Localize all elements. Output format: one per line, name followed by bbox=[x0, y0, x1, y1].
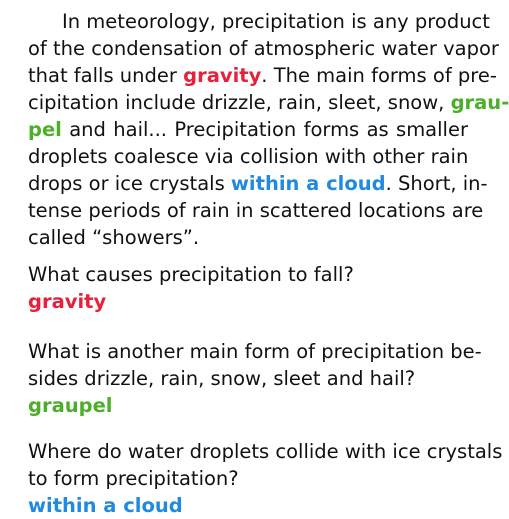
passage-line bbox=[28, 35, 499, 62]
passage-text: called “showers”. bbox=[28, 226, 200, 249]
passage-line bbox=[28, 62, 497, 89]
passage-line bbox=[28, 116, 468, 143]
passage-text: drops or ice crystals bbox=[28, 172, 231, 195]
passage-line bbox=[28, 197, 484, 224]
passage-text: that falls under bbox=[28, 64, 184, 87]
passage-text: of the condensation of atmospheric water vapor bbox=[28, 37, 499, 60]
passage-text: tense periods of rain in scattered locations are bbox=[28, 199, 484, 222]
passage-line bbox=[28, 8, 490, 35]
passage-line bbox=[28, 170, 488, 197]
answer-text: within a cloud bbox=[28, 494, 183, 517]
highlight-graupel-part1: grau- bbox=[450, 91, 509, 114]
question-text: sides drizzle, rain, snow, sleet and hail? bbox=[28, 367, 416, 390]
passage-text: In meteorology, precipitation is any product bbox=[62, 10, 490, 33]
highlight-graupel-part2: pel bbox=[28, 118, 62, 141]
question-text: What causes precipitation to fall? bbox=[28, 263, 354, 286]
question-text: to form precipitation? bbox=[28, 467, 239, 490]
answer-text: gravity bbox=[28, 290, 107, 313]
question-block-3 bbox=[28, 438, 503, 519]
passage-line bbox=[28, 143, 468, 170]
passage-text: cipitation include drizzle, rain, sleet, snow, bbox=[28, 91, 451, 114]
passage bbox=[28, 8, 509, 251]
question-text: Where do water droplets collide with ice crystals bbox=[28, 440, 503, 463]
document-page bbox=[28, 8, 509, 517]
passage-text: and hail... Precipitation forms as smaller bbox=[61, 118, 468, 141]
question-block-2 bbox=[28, 338, 482, 419]
answer-text: graupel bbox=[28, 394, 113, 417]
highlight-gravity: gravity bbox=[183, 64, 262, 87]
passage-text: . The main forms of pre- bbox=[261, 64, 497, 87]
highlight-within-a-cloud: within a cloud bbox=[230, 172, 386, 195]
passage-line bbox=[28, 224, 468, 251]
passage-text: . Short, in- bbox=[385, 172, 488, 195]
passage-text: droplets coalesce via collision with other rain bbox=[28, 145, 469, 168]
question-text: What is another main form of precipitation be- bbox=[28, 340, 482, 363]
question-block-1 bbox=[28, 261, 468, 315]
passage-line bbox=[28, 89, 509, 116]
